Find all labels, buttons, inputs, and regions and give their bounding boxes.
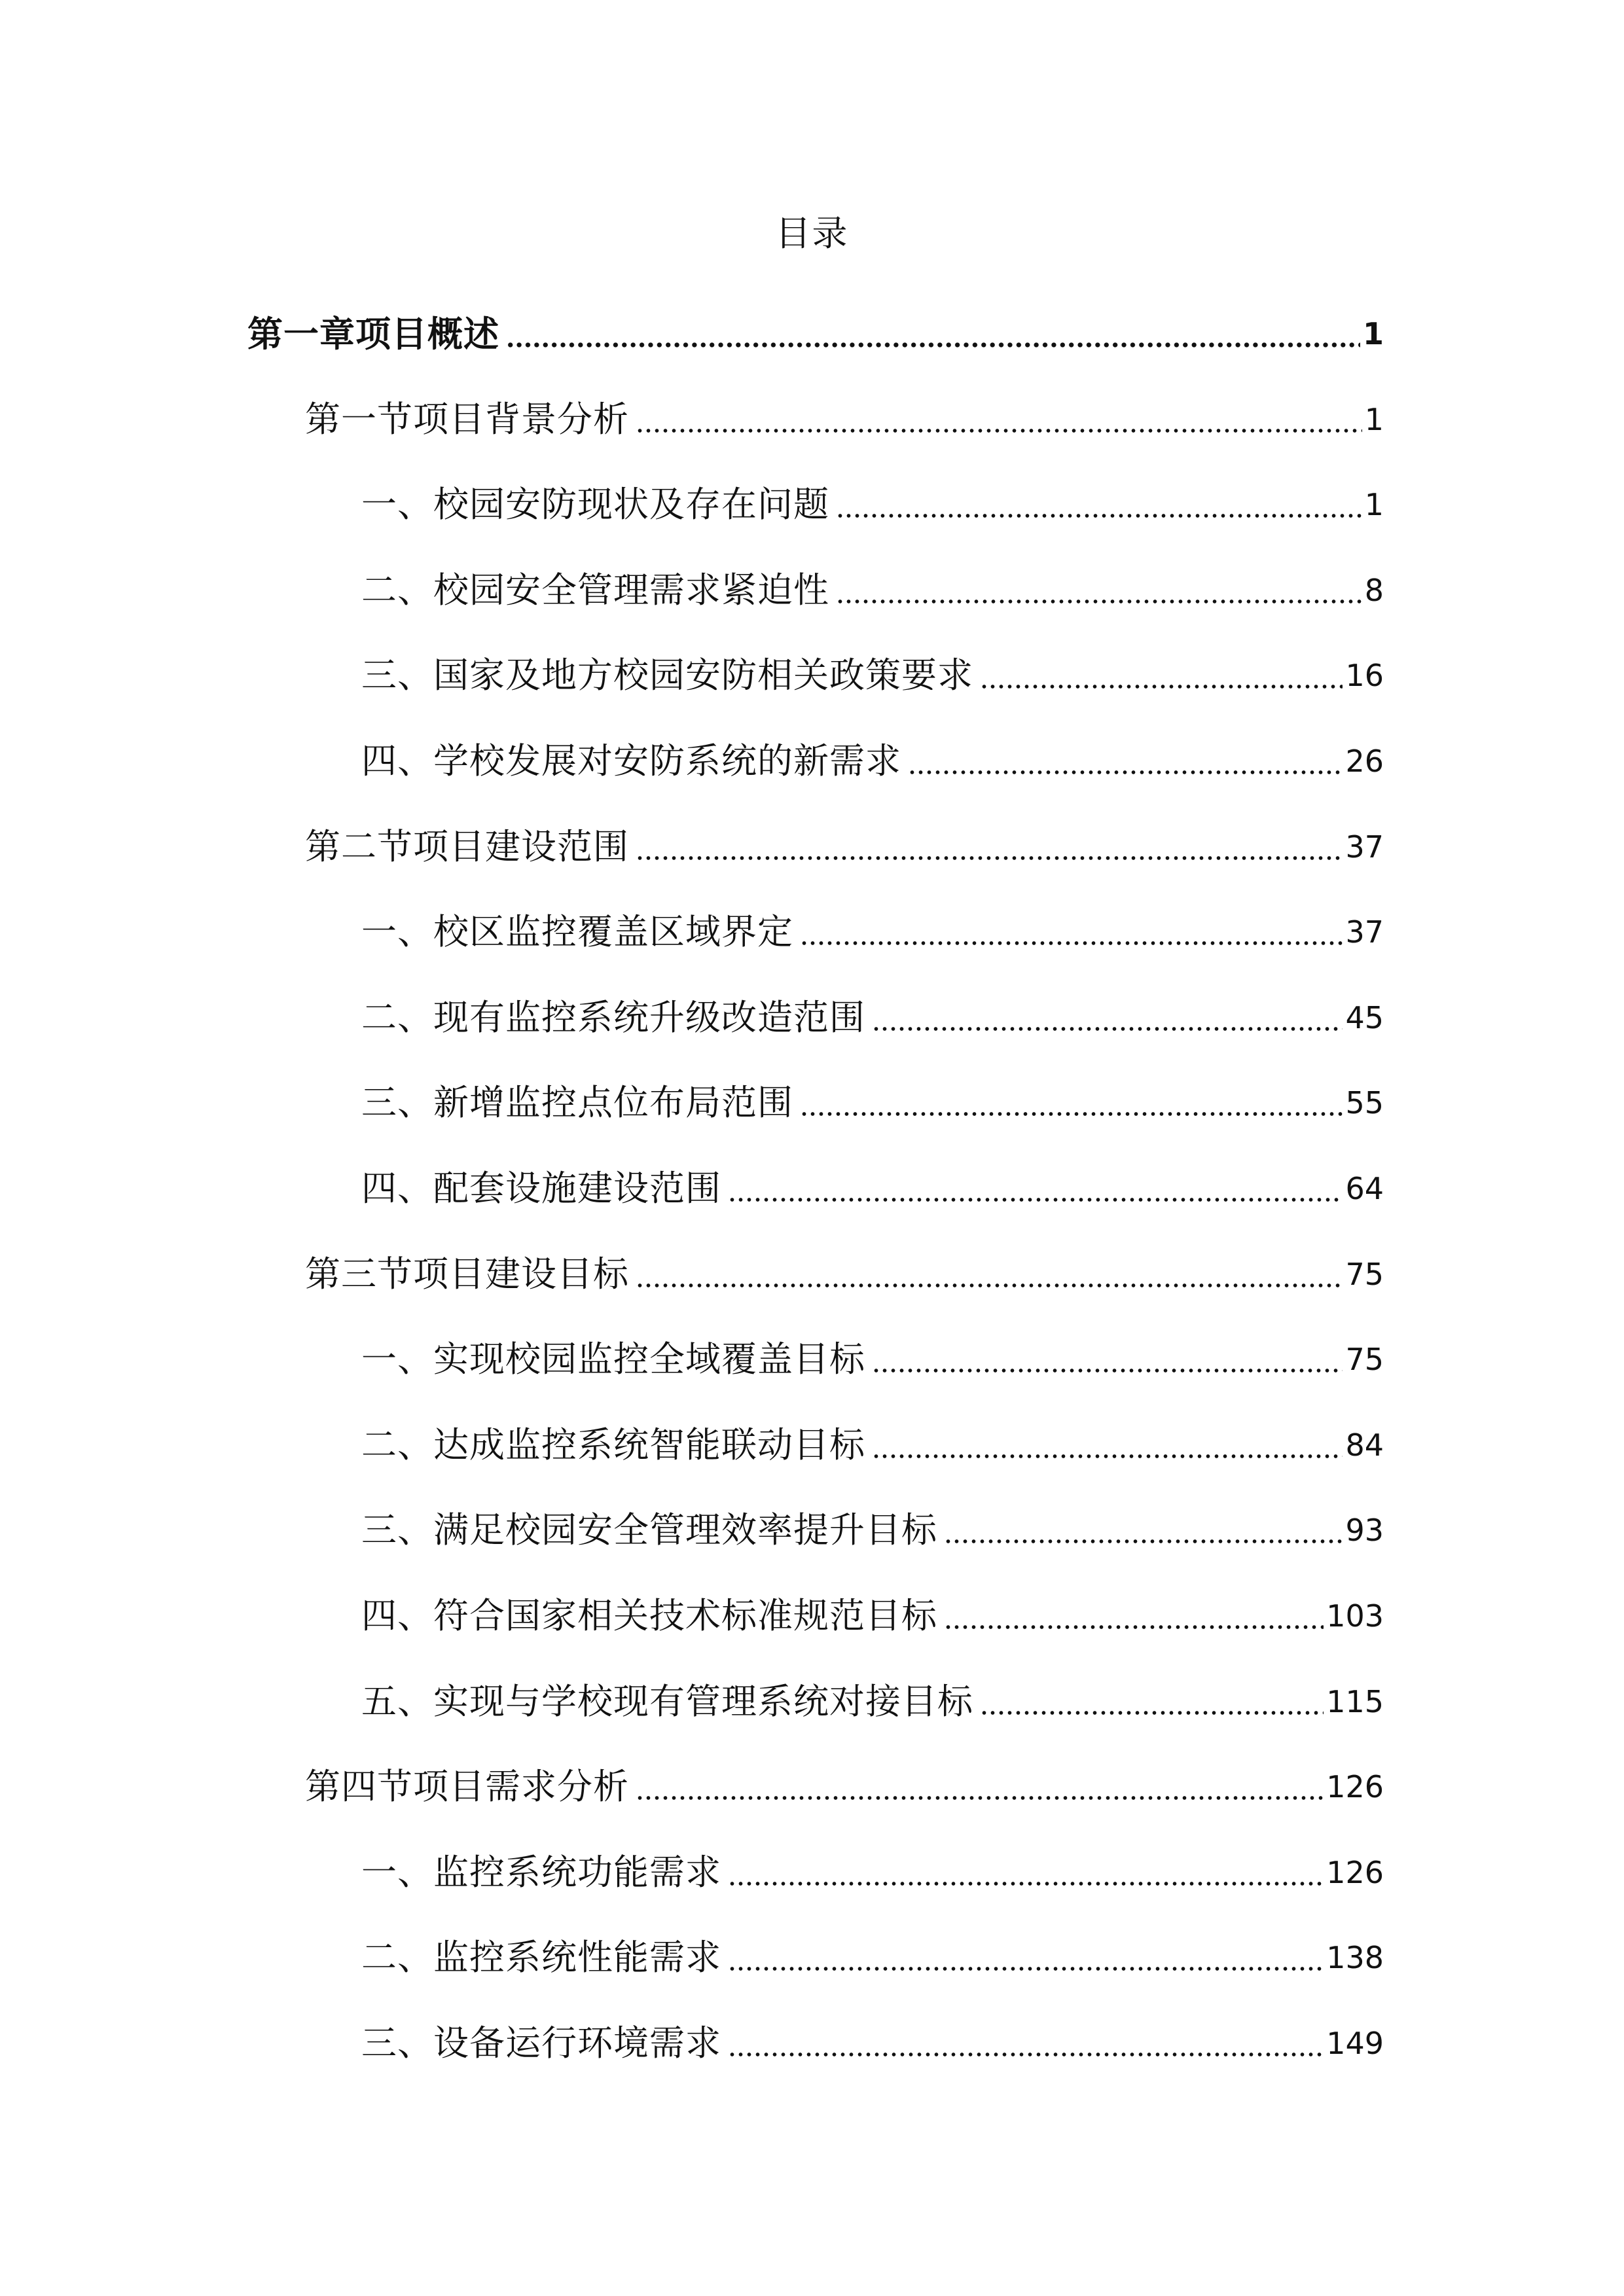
toc-entry-text: 一、校区监控覆盖区域界定 [361,911,793,953]
toc-entry[interactable] [361,1580,1384,1639]
toc-page-number: 149 [1326,2026,1384,2061]
toc-page-number: 26 [1345,744,1384,779]
toc-entry-text: 四、配套设施建设范围 [361,1168,721,1209]
toc-page-number: 84 [1345,1427,1384,1463]
toc-entry[interactable] [361,639,1384,698]
toc-page-number: 75 [1345,1342,1384,1378]
toc-leader-dots [872,1368,1343,1373]
toc-leader-dots [980,684,1343,689]
toc-entry[interactable] [305,811,1384,870]
toc-leader-dots [506,342,1360,348]
toc-page-number: 75 [1345,1256,1384,1292]
toc-entry-text: 三、国家及地方校园安防相关政策要求 [361,655,973,696]
toc-entry-text: 第二节项目建设范围 [305,825,629,867]
toc-entry-text: 二、监控系统性能需求 [361,1937,721,1979]
toc-entry-text: 四、学校发展对安防系统的新需求 [361,740,901,781]
toc-entry[interactable] [361,1494,1384,1553]
toc-page-number: 37 [1345,914,1384,950]
toc-entry[interactable] [361,1922,1384,1981]
toc-leader-dots [636,1283,1343,1288]
toc-page-number: 64 [1345,1171,1384,1206]
toc-entry[interactable] [305,1238,1384,1297]
toc-entry-text: 二、达成监控系统智能联动目标 [361,1424,865,1465]
toc-leader-dots [636,855,1343,861]
toc-leader-dots [636,428,1362,433]
toc-leader-dots [836,513,1362,518]
toc-entry-text: 第四节项目需求分析 [305,1766,629,1808]
toc-leader-dots [944,1539,1343,1544]
toc-entry-text: 第一章项目概述 [247,313,499,355]
toc-page-number: 45 [1345,999,1384,1035]
toc-leader-dots [800,1111,1343,1117]
toc-leader-dots [728,1881,1324,1886]
toc-page-number: 16 [1345,658,1384,694]
toc-entry[interactable] [305,1751,1384,1810]
toc-entry[interactable] [361,554,1384,613]
toc-page-number: 1 [1362,316,1384,351]
toc-page-number: 126 [1326,1854,1384,1890]
toc-entry[interactable] [361,1323,1384,1382]
toc-leader-dots [728,2052,1324,2057]
toc-entry[interactable] [361,1666,1384,1725]
toc-page-number: 138 [1326,1940,1384,1976]
toc-entry[interactable] [305,384,1384,442]
toc-entry-text: 三、设备运行环境需求 [361,2022,721,2064]
toc-entry-text: 一、实现校园监控全域覆盖目标 [361,1338,865,1380]
toc-page-number: 126 [1326,1769,1384,1805]
toc-entry-text: 三、新增监控点位布局范围 [361,1082,793,1124]
toc-entry-text: 一、校园安防现状及存在问题 [361,484,829,526]
toc-entry[interactable] [361,1067,1384,1126]
toc-leader-dots [872,1026,1343,1031]
toc-leader-dots [800,941,1343,946]
toc-leader-dots [728,1966,1324,1971]
toc-entry[interactable] [361,1153,1384,1211]
toc-leader-dots [944,1624,1324,1630]
toc-page-number: 55 [1345,1085,1384,1121]
toc-page-number: 103 [1326,1598,1384,1634]
toc-page-number: 1 [1364,487,1384,523]
toc-page-number: 8 [1364,572,1384,608]
toc-leader-dots [728,1197,1343,1202]
toc-entry-text: 一、监控系统功能需求 [361,1851,721,1893]
toc-entry[interactable] [361,1837,1384,1895]
toc-entry[interactable] [361,469,1384,528]
toc-entry-text: 三、满足校园安全管理效率提升目标 [361,1509,937,1551]
toc-entry-text: 第一节项目背景分析 [305,398,629,440]
toc-leader-dots [980,1710,1324,1715]
toc-entry[interactable] [361,896,1384,955]
toc-leader-dots [836,599,1362,604]
toc-entry[interactable] [361,2007,1384,2066]
toc-entry-text: 二、现有监控系统升级改造范围 [361,996,865,1038]
toc-leader-dots [872,1454,1343,1459]
toc-entry[interactable] [361,1409,1384,1468]
toc-entry[interactable] [247,298,1384,357]
page-title: 目录 [775,213,849,254]
toc-page-number: 37 [1345,829,1384,865]
toc-entry-text: 二、校园安全管理需求紧迫性 [361,569,829,611]
toc-entry[interactable] [361,982,1384,1041]
toc-entry-text: 第三节项目建设目标 [305,1253,629,1295]
toc-entry-text: 五、实现与学校现有管理系统对接目标 [361,1680,973,1722]
toc-entry[interactable] [361,725,1384,784]
toc-page-number: 1 [1364,401,1384,437]
toc-entry-text: 四、符合国家相关技术标准规范目标 [361,1595,937,1636]
toc-leader-dots [908,770,1343,775]
toc-leader-dots [636,1795,1324,1801]
toc-page-number: 93 [1345,1513,1384,1549]
toc-page-number: 115 [1326,1683,1384,1719]
